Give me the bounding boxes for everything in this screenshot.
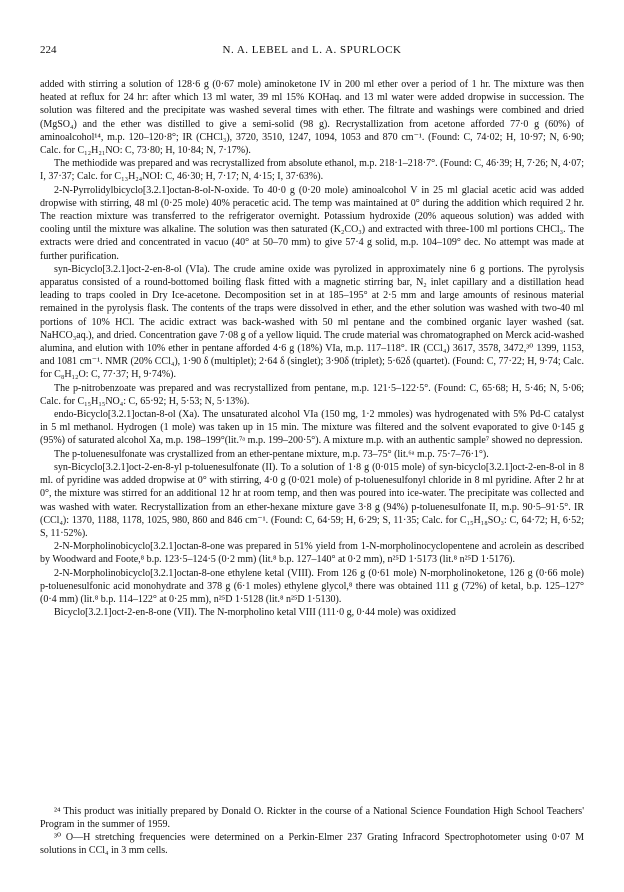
page-header [40,44,584,62]
paragraph-p-nitrobenzoate: The p-nitrobenzoate was prepared and was recrystallized from pentane, m.p. 121·5–122·5°. (Found: C, 65·68; H, 5·46; N, 5·06; Calc. for C₁₅H₁₅NO₄: C, 65·92; H, 5·53; N, 5·13%). [40,382,584,407]
article-body [40,78,584,619]
paragraph-endo-bicyclooctanol: endo-Bicyclo[3.2.1]octan-8-ol (Xa). The unsaturated alcohol VIa (150 mg, 1·2 mmoles) was hydrogenated with 5% Pd-C catalyst in 5 ml methanol. Hydrogen (1 mole) was taken up in 15 min. The mixture was filtered and the solvent evaporated to give 0·145 g (95%) of saturated alcohol Xa, m.p. 198–199°(lit.⁷ᵃ m.p. 199–200·5°). A mixture m.p. with an authentic sample⁷ showed no depression. [40,409,584,447]
paragraph-p-toluenesulfonate: The p-toluenesulfonate was crystallized from an ether-pentane mixture, m.p. 73–75° (lit.⁶ᵃ m.p. 75·7–76·1°). [54,448,489,460]
paragraph-morpholino-ketone: 2-N-Morpholinobicyclo[3.2.1]octan-8-one was prepared in 51% yield from 1-N-morpholinocyclopentene and acrolein as described by Woodward and Foote,⁸ b.p. 123·5–124·5 (0·2 mm) (lit.⁸ b.p. 127–140° at 0·2 mm), n²⁵D 1·5173 (lit.⁸ n²⁵D 1·5176). [40,541,584,566]
paragraph-amine-oxide: 2-N-Pyrrolidylbicyclo[3.2.1]octan-8-ol-N-oxide. To 40·0 g (0·20 mole) aminoalcohol V in 25 ml glacial acetic acid was added dropwise with stirring, 48 ml (0·25 mole) 40% peracetic acid. The temp was maintained at 0° during the addition which required 2 hr. The reaction mixture was transferred to the refrigerator overnight. Potassium hydroxide (20% aqueous solution) was added with cooling until the mixture was alkaline. The solution was then saturated (K₂CO₃) and extracted with three-100 ml portions CHCl₃. The extracts were dried and concentrated in vacuo (40° at 50–70 mm) to give 57·4 g solid, m.p. 104–109° dec. No attempt was made at further purification. [40,184,584,262]
paragraph-continuation: added with stirring a solution of 128·6 g (0·67 mole) aminoketone IV in 200 ml ether over a period of 1 hr. The mixture was then heated at reflux for 24 hr: after which 13 ml water, 39 ml 15% KOHaq. and 13 ml water were added dropwise in succession. The solution was filtered and the precipitate was washed several times with ether. The filtrate and washings were combined and dried (MgSO₄) and the ether was distilled to give a semi-solid (98 g). Recrystallization from acetone afforded 77·0 g (60%) of aminoalcohol¹⁴, m.p. 120–120·8°; IR (CHCl₃), 3720, 3510, 1247, 1094, 1053 and 870 cm⁻¹. (Found: C, 74·02; H, 10·97; N, 6·90; Calc. for C₁₂H₂₁NO: C, 73·80; H, 10·84; N, 7·17%). [40,79,584,157]
paragraph-tosylate-II: syn-Bicyclo[3.2.1]oct-2-en-8-yl p-toluenesulfonate (II). To a solution of 1·8 g (0·015 mole) of syn-bicyclo[3.2.1]oct-2-en-8-ol in 8 ml. of pyridine was added dropwise at 0° with stirring, 4·0 g (0·021 mole) of p-toluenesulfonyl chloride in 8 ml pyridine. After 2 hr at 0°, the mixture was stirred for an additional 12 hr at room temp, and then was poured into ice-water. The precipitate was collected and was washed with water. Recrystallization from an ether-hexane mixture gave 3·8 g (94%) p-toluenesulfonate II, m.p. 90·5–91·5°. IR (CCl₄): 1370, 1188, 1178, 1025, 980, 860 and 846 cm⁻¹. (Found: C, 64·59; H, 6·29; S, 11·35; Calc. for C₁₅H₁₈SO₃: C, 64·72; H, 6·52; S, 11·52%). [40,461,584,539]
paragraph-ethylene-ketal: 2-N-Morpholinobicyclo[3.2.1]octan-8-one ethylene ketal (VIII). From 126 g (0·61 mole) N-morpholinoketone, 126 g (0·66 mole) p-toluenesulfonic acid monohydrate and 378 g (6·1 moles) ethylene glycol,⁸ there was obtained 111 g (72%) of ketal, b.p. 125–127° (0·4 mm) (lit.⁸ b.p. 114–122° at 0·25 mm), n²⁵D 1·5128 (lit.⁸ n²⁵D 1·5130). [40,567,584,605]
running-title: N. A. LEBEL and L. A. SPURLOCK [222,44,402,56]
paragraph-bicyclooctenone: Bicyclo[3.2.1]oct-2-en-8-one (VII). The N-morpholino ketal VIII (111·0 g, 0·44 mole) was oxidized [54,607,456,619]
footnotes [40,805,584,857]
page-number: 224 [40,44,57,56]
footnote-30: ³⁰ O—H stretching frequencies were determined on a Perkin-Elmer 237 Grating Infracord Spectrophotometer using 0·07 M solutions in CCl₄ in 3 mm cells. [40,832,584,856]
paragraph-syn-bicyclooctenol: syn-Bicyclo[3.2.1]oct-2-en-8-ol (VIa). The crude amine oxide was pyrolized in approximately nine 6 g portions. The pyrolysis apparatus consisted of a round-bottomed boiling flask fitted with a magnetic stirring bar, N₂ inlet capillary and a distillation head leading to traps cooled in Dry Ice-acetone. Decomposition set in at 185–195° at 2·5 mm and large amounts of resinous material remained in the pyrolysis flask. The contents of the traps were dissolved in ether, and the ether solution was washed with two-40 ml portions of 10% HCl. The acidic extract was back-washed with 50 ml pentane and the combined organic layer washed (sat. NaHCO₃aq.), and dried. Concentration gave 7·08 g of a yellow liquid. The crude material was chromatographed on Merck acid-washed alumina, and elution with 10% ether in pentane afforded 4·6 g (18%) VIa, m.p. 117–118°. IR (CCl₄) 3617, 3578, 3472,³⁰ 1399, 1153, and 1081 cm⁻¹. NMR (20% CCl₄), 1·90 δ (multiplet); 2·64 δ (singlet); 3·90δ (triplet); 5·62δ (quartet). (Found: C, 77·22; H, 9·74; Calc. for C₈H₁₂O: C, 77·37; H, 9·74%). [40,263,584,381]
footnote-24: ²⁴ This product was initially prepared by Donald O. Rickter in the course of a National Science Foundation High School Teachers' Program in the summer of 1959. [40,806,584,830]
paragraph-methiodide: The methiodide was prepared and was recrystallized from absolute ethanol, m.p. 218·1–218·7°. (Found: C, 46·39; H, 7·26; N, 4·07; I, 37·37; Calc. for C₁₃H₂₄NOI: C, 46·30; H, 7·17; N, 4·15; I, 37·63%). [40,158,584,183]
